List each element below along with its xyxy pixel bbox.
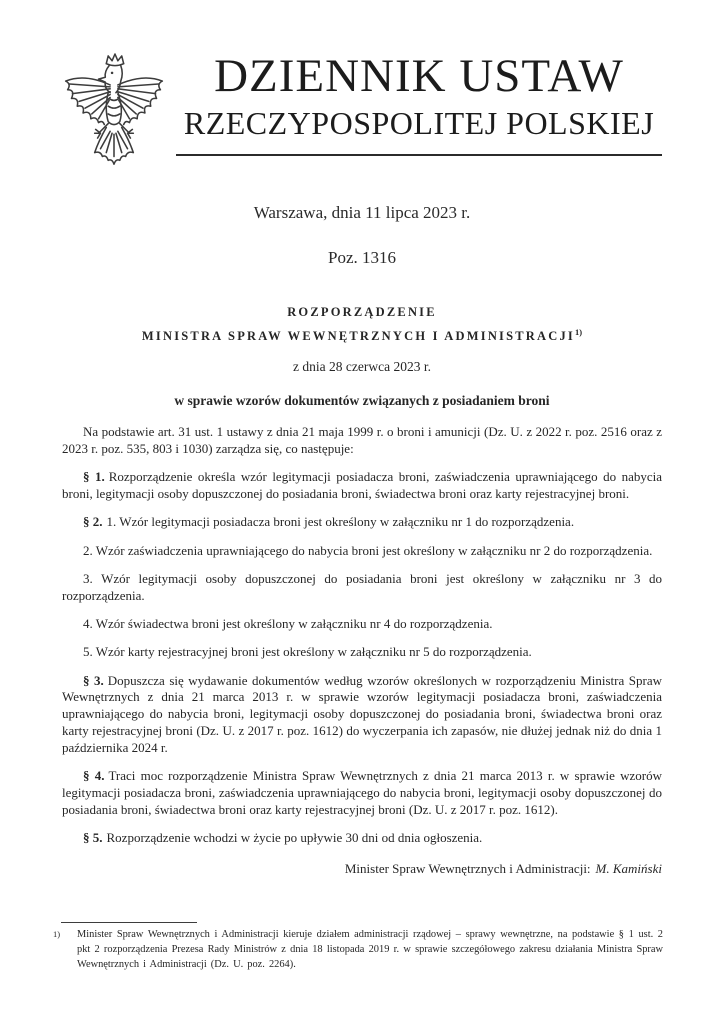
masthead-subtitle: RZECZYPOSPOLITEJ POLSKIEJ	[183, 105, 655, 141]
paragraph-basis	[62, 424, 662, 458]
masthead-title: DZIENNIK USTAW	[214, 50, 624, 102]
masthead	[176, 44, 662, 156]
footnote-rule	[61, 922, 197, 923]
paragraph-text: Traci moc rozporządzenie Ministra Spraw Wewnętrznych z dnia 21 marca 2013 r. w sprawie wzorów legitymacji posiadacza broni, zaświadczenia uprawniającego do nabycia broni, legitymacji osoby dopuszczonej do posiadania broni, świadectwa broni oraz karty rejestracyjnej broni (Dz. U. z 2017 r. poz. 1612).	[62, 768, 663, 817]
act-subject: w sprawie wzorów dokumentów związanych z posiadaniem broni	[174, 393, 550, 409]
footnote-reference: 1)	[575, 327, 583, 337]
paragraph-text: Na podstawie art. 31 ust. 1 ustawy z dnia 21 maja 1999 r. o broni i amunicji (Dz. U. z 2022 r. poz. 2516 oraz z 2023 r. poz. 535, 803 i 1030) zarządza się, co następuje:	[62, 424, 662, 456]
act-issuer-name: MINISTRA SPRAW WEWNĘTRZNYCH I ADMINISTRACJI	[141, 329, 575, 344]
paragraph-text: 4. Wzór świadectwa broni jest określony w załączniku nr 4 do rozporządzenia.	[83, 616, 493, 632]
paragraph-s4	[62, 768, 662, 818]
act-body	[62, 424, 662, 847]
polish-eagle-emblem-icon	[56, 50, 172, 174]
paragraph-text: Dopuszcza się wydawanie dokumentów według wzorów określonych w rozporządzeniu Ministra Spraw Wewnętrznych z dnia 21 marca 2013 r. w sprawie wzorów legitymacji posiadacza broni, zaświadczenia uprawniającego do nabycia broni, legitymacji osoby dopuszczonej do posiadania broni, świadectwa broni oraz karty rejestracyjnej broni (Dz. U. z 2017 r. poz. 1612) do wyczerpania ich zapasów, nie dłużej jednak niż do dnia 1 października 2024 r.	[62, 672, 663, 755]
act-type: ROZPORZĄDZENIE	[287, 305, 437, 319]
paragraph-marker: § 4.	[83, 768, 105, 784]
paragraph-text: Rozporządzenie określa wzór legitymacji posiadacza broni, zaświadczenia uprawniającego do nabycia broni, legitymacji osoby dopuszczonej do posiadania broni, świadectwa broni oraz karty rejestracyjnej broni.	[62, 469, 662, 502]
paragraph-marker: § 2.	[83, 514, 103, 530]
paragraph-s3	[62, 673, 662, 757]
dateline: Warszawa, dnia 11 lipca 2023 r.	[253, 203, 471, 222]
paragraph-text: 1. Wzór legitymacji posiadacza broni jest określony w załączniku nr 1 do rozporządzenia.	[106, 514, 575, 530]
paragraph-text: 3. Wzór legitymacji osoby dopuszczonej do posiadania broni jest określony w załączniku nr 3 do rozporządzenia.	[62, 570, 662, 603]
act-issuer	[62, 327, 662, 344]
paragraph-s2-4	[62, 616, 662, 633]
act-date: z dnia 28 czerwca 2023 r.	[293, 359, 431, 375]
paragraph-text: 2. Wzór zaświadczenia uprawniającego do nabycia broni jest określony w załączniku nr 2 do rozporządzenia.	[83, 542, 653, 558]
document-header	[62, 44, 662, 174]
footnote	[53, 928, 663, 972]
paragraph-s1	[62, 469, 662, 503]
paragraph-s2-5	[62, 644, 662, 661]
paragraph-s2-2	[62, 543, 662, 560]
signature-name: M. Kamiński	[595, 860, 662, 876]
paragraph-text: 5. Wzór karty rejestracyjnej broni jest określony w załączniku nr 5 do rozporządzenia.	[83, 644, 532, 660]
paragraph-marker: § 1.	[83, 469, 105, 485]
footnote-marker: 1)	[53, 929, 61, 939]
footnote-text: Minister Spraw Wewnętrznych i Administracji kieruje działem administracji rządowej – sprawy wewnętrzne, na podstawie § 1 ust. 2 pkt 2 rozporządzenia Prezesa Rady Ministrów z dnia 18 listopada 2019 r. w sprawie szczegółowego zakresu działania Ministra Spraw Wewnętrznych i Administracji (Dz. U. poz. 2264).	[77, 929, 663, 970]
paragraph-marker: § 3.	[83, 672, 104, 688]
signature-label: Minister Spraw Wewnętrznych i Administracji:	[344, 860, 591, 876]
signature	[62, 861, 662, 877]
paragraph-marker: § 5.	[83, 830, 103, 845]
paragraph-s2-3	[62, 571, 662, 605]
act-heading	[62, 305, 662, 409]
paragraph-text: Rozporządzenie wchodzi w życie po upływie 30 dni od dnia ogłoszenia.	[106, 830, 483, 845]
footnote-section	[53, 914, 663, 972]
paragraph-s2-1	[62, 514, 662, 531]
paragraph-s5	[62, 830, 662, 847]
position-number: Poz. 1316	[328, 248, 396, 267]
